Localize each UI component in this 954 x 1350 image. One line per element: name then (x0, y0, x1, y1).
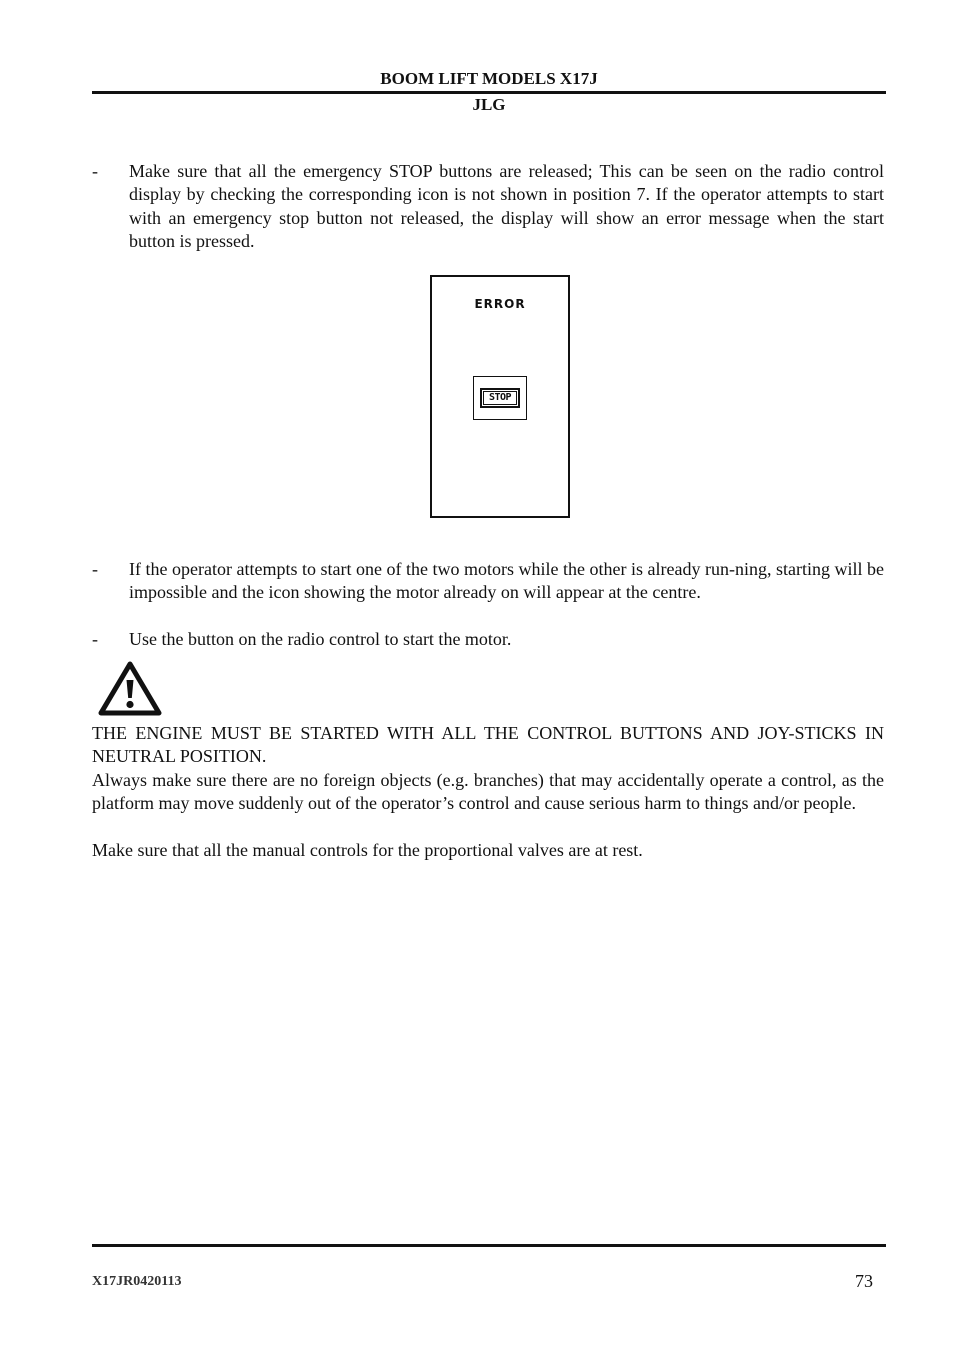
bullet-dash: - (92, 559, 98, 579)
warning-heading: THE ENGINE MUST BE STARTED WITH ALL THE CONTROL BUTTONS AND JOY-STICKS IN NEUTRAL POSITION. (92, 723, 884, 767)
error-label: ERROR (474, 297, 526, 311)
warning-triangle-icon (98, 661, 162, 716)
warning-paragraph: Make sure that all the manual controls for the proportional valves are at rest. (92, 840, 643, 860)
stop-icon-frame (473, 376, 527, 420)
header-subtitle: JLG (472, 95, 506, 114)
stop-icon-text: STOP (483, 391, 517, 405)
bullet-text: Use the button on the radio control to start the motor. (129, 629, 512, 649)
bullet-item (92, 558, 884, 605)
bullet-item (92, 628, 884, 651)
bullet-text: Make sure that all the emergency STOP buttons are released; This can be seen on the radio control display by checking the corresponding icon is not shown in position 7. If the operator attempts to start with an emergency stop button not released, the display will show an error message when the start button is pressed. (129, 161, 884, 251)
stop-icon (480, 388, 520, 408)
bullet-dash: - (92, 161, 98, 181)
header-title: BOOM LIFT MODELS X17J (380, 69, 598, 88)
document-code: X17JR0420113 (92, 1274, 182, 1289)
bullet-item (92, 160, 884, 253)
radio-display-figure (430, 275, 570, 518)
page-number: 73 (855, 1271, 873, 1291)
bullet-dash: - (92, 629, 98, 649)
bullet-text: If the operator attempts to start one of the two motors while the other is already run-ning, starting will be impossible and the icon showing the motor already on will appear at the centre. (129, 559, 884, 603)
warning-paragraph: Always make sure there are no foreign objects (e.g. branches) that may accidentally operate a control, as the platform may move suddenly out of the operator’s control and cause serious harm to things and/or people. (92, 770, 884, 814)
footer-rule (92, 1244, 886, 1247)
